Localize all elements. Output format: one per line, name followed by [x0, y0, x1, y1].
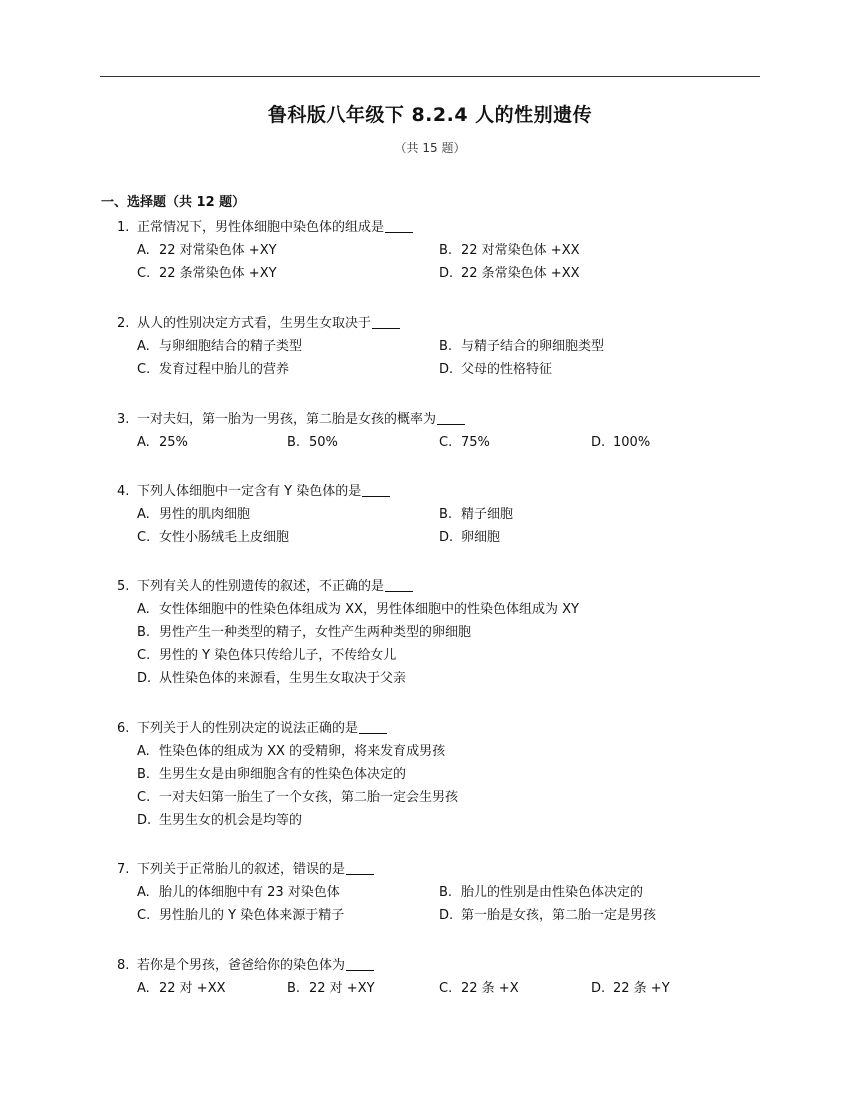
- question-4: [117, 482, 777, 545]
- answer-blank: [346, 956, 374, 971]
- option-c: C. 22 条 +X: [439, 981, 519, 996]
- question-number: 3.: [117, 412, 130, 427]
- option-d: D. 100%: [591, 435, 651, 450]
- question-stem: 从人的性别决定方式看，生男生女取决于: [137, 316, 372, 331]
- option-a: A. 男性的肌肉细胞: [137, 507, 251, 522]
- option-b: B. 50%: [287, 435, 338, 450]
- option-d: D. 从性染色体的来源看，生男生女取决于父亲: [137, 671, 407, 686]
- option-b: B. 胎儿的性别是由性染色体决定的: [439, 885, 644, 900]
- option-c: C. 22 条常染色体 +XY: [137, 266, 277, 281]
- question-stem: 下列关于人的性别决定的说法正确的是: [137, 721, 359, 736]
- option-c: C. 75%: [439, 435, 490, 450]
- question-stem: 下列有关人的性别遗传的叙述，不正确的是: [137, 579, 385, 594]
- option-c: C. 男性的 Y 染色体只传给儿子，不传给女儿: [137, 648, 397, 663]
- question-number: 2.: [117, 316, 130, 331]
- section-heading: 一、选择题（共 12 题）: [101, 195, 246, 210]
- question-8: [117, 956, 777, 996]
- question-number: 4.: [117, 484, 130, 499]
- question-1: [117, 218, 777, 281]
- question-6: [117, 719, 777, 828]
- answer-blank: [346, 860, 374, 875]
- option-b: B. 男性产生一种类型的精子，女性产生两种类型的卵细胞: [137, 625, 472, 640]
- question-number: 6.: [117, 721, 130, 736]
- question-count: （共 15 题）: [394, 141, 466, 155]
- question-2: [117, 314, 777, 377]
- option-a: A. 22 对常染色体 +XY: [137, 243, 277, 258]
- answer-blank: [437, 410, 465, 425]
- question-stem: 正常情况下，男性体细胞中染色体的组成是: [137, 220, 385, 235]
- option-a: A. 与卵细胞结合的精子类型: [137, 339, 303, 354]
- option-d: D. 父母的性格特征: [439, 362, 553, 377]
- option-a: A. 25%: [137, 435, 188, 450]
- page-title: 鲁科版八年级下 8.2.4 人的性别遗传: [267, 104, 593, 126]
- question-stem: 下列关于正常胎儿的叙述，错误的是: [137, 862, 346, 877]
- header-rule: [100, 76, 760, 77]
- option-d: D. 生男生女的机会是均等的: [137, 813, 303, 828]
- answer-blank: [385, 577, 413, 592]
- answer-blank: [362, 482, 390, 497]
- option-d: D. 卵细胞: [439, 530, 501, 545]
- question-number: 5.: [117, 579, 130, 594]
- option-b: B. 生男生女是由卵细胞含有的性染色体决定的: [137, 767, 407, 782]
- option-b: B. 与精子结合的卵细胞类型: [439, 339, 605, 354]
- answer-blank: [385, 218, 413, 233]
- question-stem: 下列人体细胞中一定含有 Y 染色体的是: [137, 484, 362, 499]
- option-c: C. 发育过程中胎儿的营养: [137, 362, 290, 377]
- option-b: B. 精子细胞: [439, 507, 514, 522]
- option-a: A. 22 对 +XX: [137, 981, 226, 996]
- option-c: C. 男性胎儿的 Y 染色体来源于精子: [137, 908, 345, 923]
- question-stem: 一对夫妇，第一胎为一男孩，第二胎是女孩的概率为: [137, 412, 437, 427]
- option-b: B. 22 对 +XY: [287, 981, 375, 996]
- option-d: D. 22 条常染色体 +XX: [439, 266, 580, 281]
- option-d: D. 第一胎是女孩，第二胎一定是男孩: [439, 908, 657, 923]
- answer-blank: [372, 314, 400, 329]
- answer-blank: [359, 719, 387, 734]
- question-3: [117, 410, 777, 450]
- option-b: B. 22 对常染色体 +XX: [439, 243, 580, 258]
- question-number: 1.: [117, 220, 130, 235]
- question-number: 8.: [117, 958, 130, 973]
- question-number: 7.: [117, 862, 130, 877]
- option-d: D. 22 条 +Y: [591, 981, 670, 996]
- question-stem: 若你是个男孩，爸爸给你的染色体为: [137, 958, 346, 973]
- option-a: A. 胎儿的体细胞中有 23 对染色体: [137, 885, 340, 900]
- option-c: C. 女性小肠绒毛上皮细胞: [137, 530, 290, 545]
- option-a: A. 性染色体的组成为 XX 的受精卵，将来发育成男孩: [137, 744, 446, 759]
- question-7: [117, 860, 777, 923]
- option-a: A. 女性体细胞中的性染色体组成为 XX，男性体细胞中的性染色体组成为 XY: [137, 602, 579, 617]
- option-c: C. 一对夫妇第一胎生了一个女孩，第二胎一定会生男孩: [137, 790, 459, 805]
- question-5: [117, 577, 777, 686]
